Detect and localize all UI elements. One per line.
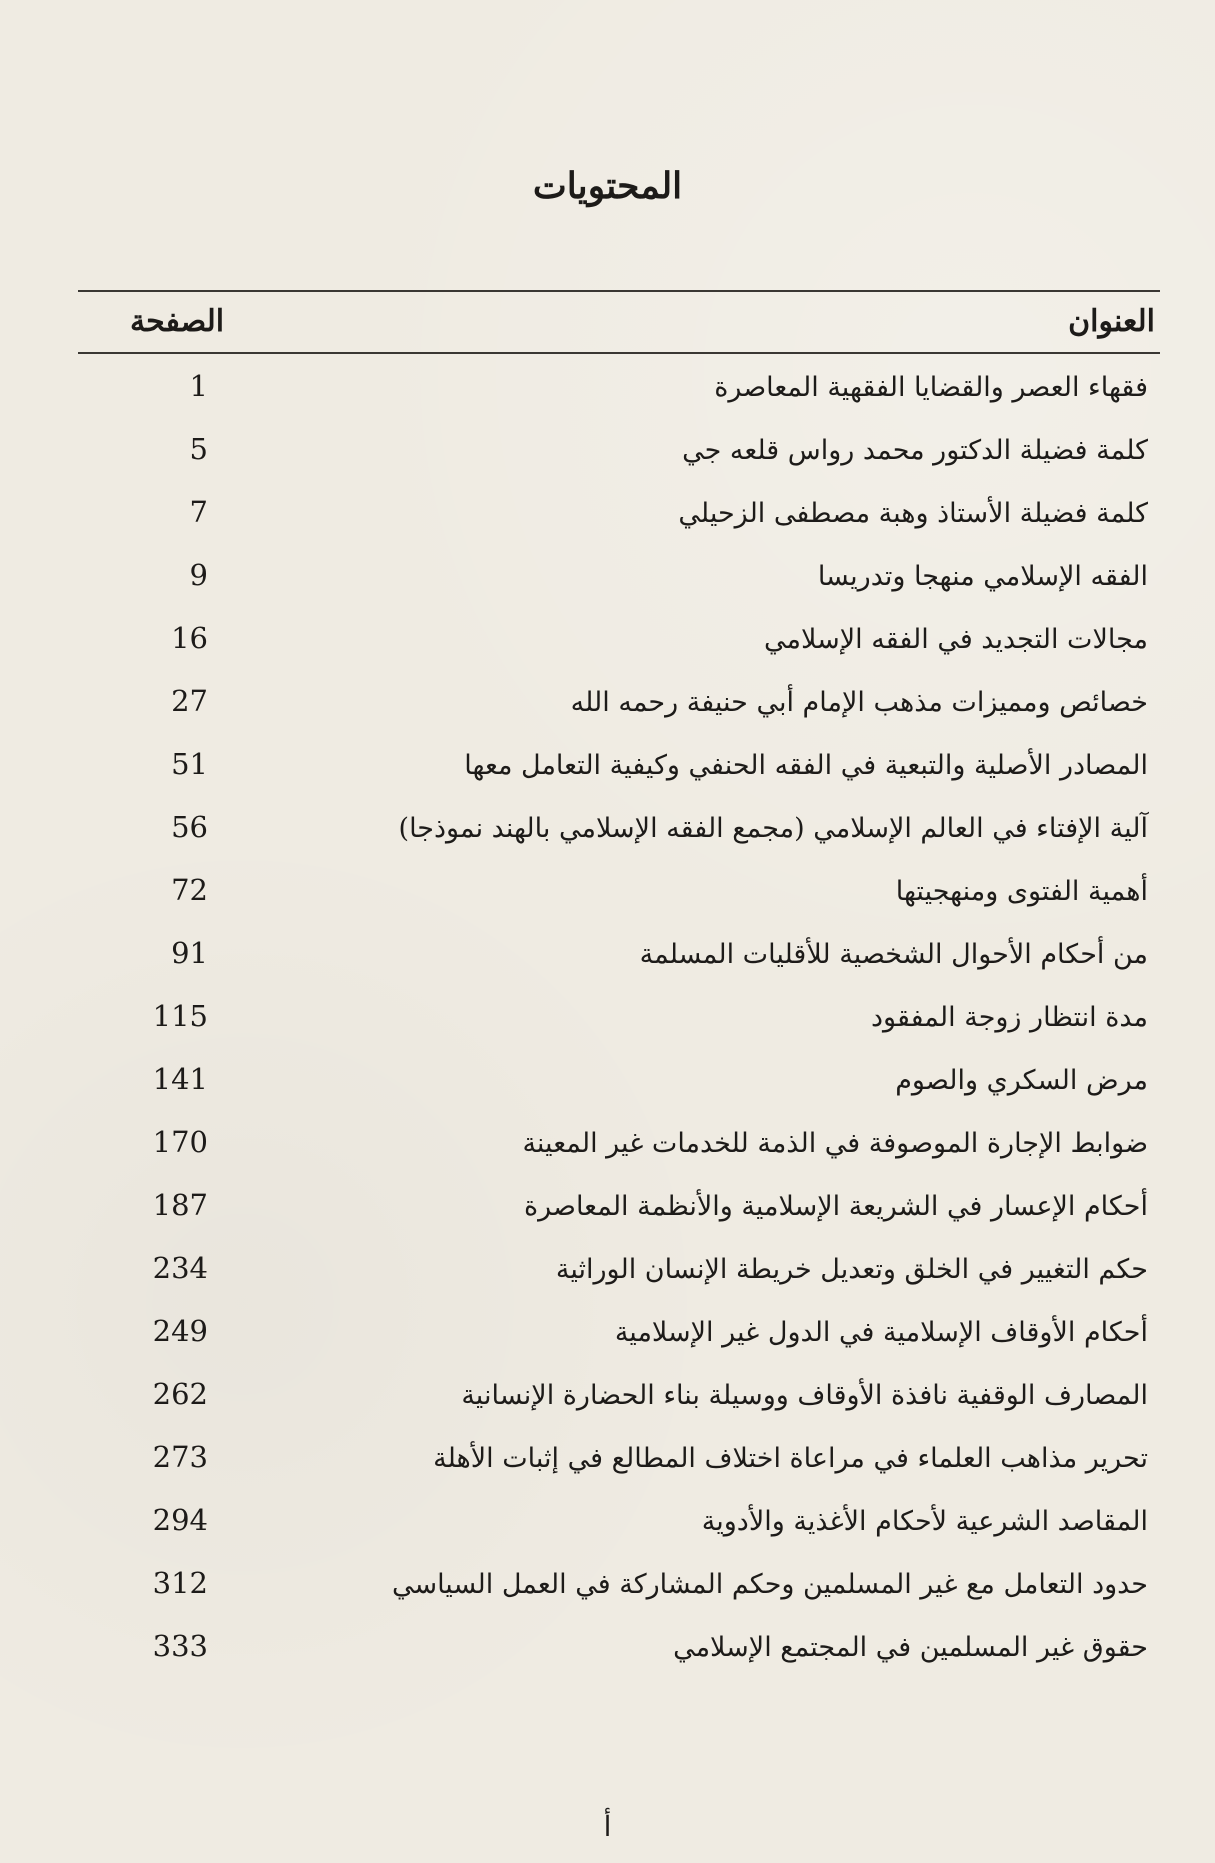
- header-title-column: العنوان: [1068, 304, 1155, 339]
- toc-entry: [78, 612, 1160, 675]
- toc-entry-page: 16: [171, 621, 208, 655]
- toc-entry-title: كلمة فضيلة الأستاذ وهبة مصطفى الزحيلي: [678, 498, 1148, 529]
- toc-entry-page: 187: [152, 1188, 208, 1222]
- toc-entry: [78, 675, 1160, 738]
- toc-entry-title: أحكام الأوقاف الإسلامية في الدول غير الإسلامية: [614, 1317, 1148, 1348]
- toc-entry: [78, 864, 1160, 927]
- toc-entry: [78, 927, 1160, 990]
- toc-entry-page: 170: [152, 1125, 208, 1159]
- toc-entry-title: مجالات التجديد في الفقه الإسلامي: [764, 624, 1148, 655]
- toc-entry-page: 1: [189, 369, 208, 403]
- toc-entry: [78, 1305, 1160, 1368]
- toc-entry-page: 333: [152, 1629, 208, 1663]
- toc-entry-title: مدة انتظار زوجة المفقود: [871, 1002, 1148, 1033]
- toc-entry: [78, 801, 1160, 864]
- toc-entry-title: تحرير مذاهب العلماء في مراعاة اختلاف المطالع في إثبات الأهلة: [433, 1443, 1148, 1474]
- toc-entry: [78, 549, 1160, 612]
- toc-entry-page: 7: [189, 495, 208, 529]
- toc-entry-page: 234: [152, 1251, 208, 1285]
- toc-entry-title: ضوابط الإجارة الموصوفة في الذمة للخدمات غير المعينة: [522, 1128, 1148, 1159]
- toc-entry-title: المصارف الوقفية نافذة الأوقاف ووسيلة بناء الحضارة الإنسانية: [461, 1380, 1148, 1411]
- toc-entry-page: 273: [152, 1440, 208, 1474]
- toc-entry: [78, 1431, 1160, 1494]
- toc-entry-title: المصادر الأصلية والتبعية في الفقه الحنفي وكيفية التعامل معها: [464, 750, 1148, 781]
- toc-entry-page: 312: [152, 1566, 208, 1600]
- toc-entry-title: حكم التغيير في الخلق وتعديل خريطة الإنسان الوراثية: [555, 1254, 1148, 1285]
- toc-entry: [78, 1179, 1160, 1242]
- page-folio: أ: [603, 1810, 612, 1843]
- toc-entry-page: 56: [171, 810, 208, 844]
- toc-entry-title: فقهاء العصر والقضايا الفقهية المعاصرة: [714, 372, 1148, 403]
- table-top-rule: [78, 290, 1160, 292]
- toc-entry-title: أحكام الإعسار في الشريعة الإسلامية والأنظمة المعاصرة: [523, 1191, 1148, 1222]
- toc-entry-page: 51: [171, 747, 208, 781]
- toc-entry: [78, 423, 1160, 486]
- toc-entry-page: 294: [152, 1503, 208, 1537]
- toc-entry: [78, 1116, 1160, 1179]
- toc-entry-title: آلية الإفتاء في العالم الإسلامي (مجمع الفقه الإسلامي بالهند نموذجا): [398, 813, 1148, 844]
- toc-entry-page: 91: [171, 936, 208, 970]
- page-title: المحتويات: [532, 165, 683, 207]
- toc-entry: [78, 1053, 1160, 1116]
- toc-entry: [78, 1242, 1160, 1305]
- toc-entry-title: أهمية الفتوى ومنهجيتها: [895, 876, 1148, 907]
- toc-entry-title: حدود التعامل مع غير المسلمين وحكم المشاركة في العمل السياسي: [391, 1569, 1148, 1600]
- table-header-rule: [78, 352, 1160, 354]
- toc-entry: [78, 486, 1160, 549]
- toc-entry-page: 5: [189, 432, 208, 466]
- toc-entry-page: 262: [152, 1377, 208, 1411]
- toc-entry-page: 115: [152, 999, 208, 1033]
- toc-entry-page: 72: [171, 873, 208, 907]
- header-page-column: الصفحة: [130, 304, 225, 339]
- toc-entry-page: 9: [189, 558, 208, 592]
- toc-entry-title: خصائص ومميزات مذهب الإمام أبي حنيفة رحمه الله: [570, 687, 1148, 718]
- toc-entry-title: كلمة فضيلة الدكتور محمد رواس قلعه جي: [682, 435, 1148, 466]
- table-of-contents: [78, 360, 1160, 1683]
- toc-entry: [78, 1620, 1160, 1683]
- toc-entry-page: 249: [152, 1314, 208, 1348]
- toc-entry: [78, 1494, 1160, 1557]
- toc-entry: [78, 360, 1160, 423]
- toc-entry-title: من أحكام الأحوال الشخصية للأقليات المسلمة: [639, 939, 1148, 970]
- toc-entry-title: المقاصد الشرعية لأحكام الأغذية والأدوية: [701, 1506, 1148, 1537]
- toc-entry-page: 27: [171, 684, 208, 718]
- toc-entry: [78, 738, 1160, 801]
- toc-entry-page: 141: [152, 1062, 208, 1096]
- toc-entry: [78, 990, 1160, 1053]
- toc-entry-title: حقوق غير المسلمين في المجتمع الإسلامي: [673, 1632, 1148, 1663]
- toc-entry: [78, 1557, 1160, 1620]
- toc-entry: [78, 1368, 1160, 1431]
- toc-entry-title: الفقه الإسلامي منهجا وتدريسا: [817, 561, 1148, 592]
- toc-entry-title: مرض السكري والصوم: [895, 1065, 1148, 1096]
